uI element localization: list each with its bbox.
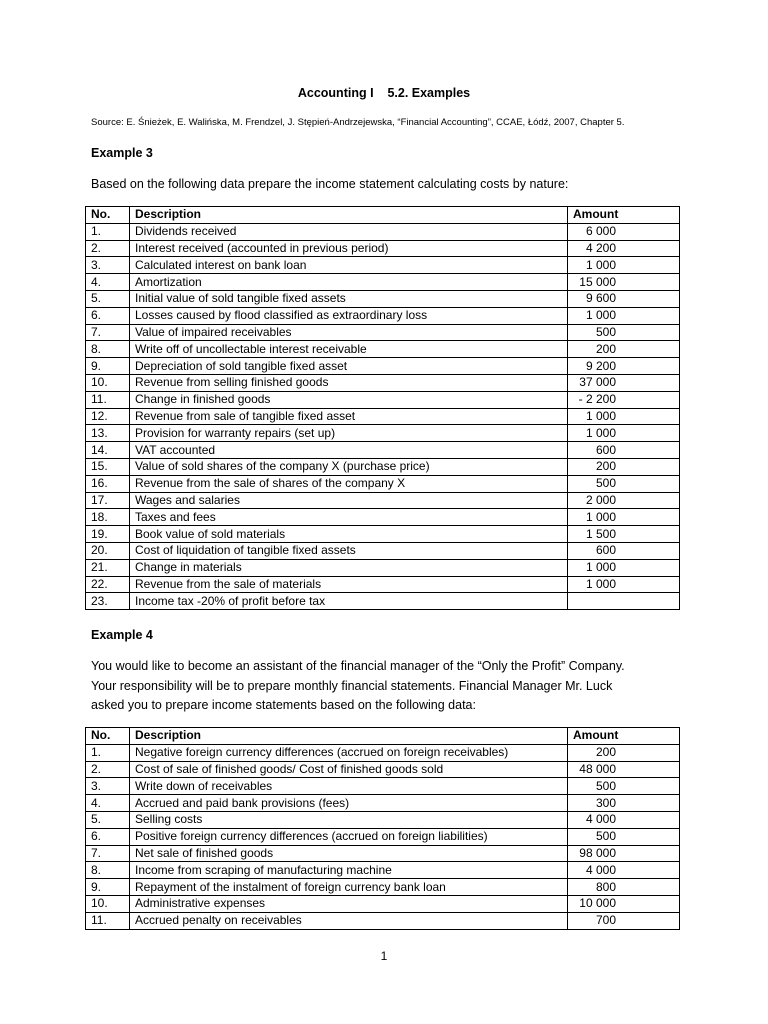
row-amount-cell — [568, 307, 680, 324]
row-number: 15. — [86, 458, 130, 475]
row-description: Revenue from the sale of materials — [130, 576, 568, 593]
table-row — [86, 559, 680, 576]
row-amount-cell — [568, 542, 680, 559]
column-header-amount: Amount — [568, 207, 680, 224]
row-amount: 15 000 — [579, 274, 616, 289]
row-amount: 2 000 — [585, 492, 616, 507]
table-row — [86, 576, 680, 593]
row-amount-cell — [568, 761, 680, 778]
row-amount: 4 000 — [585, 862, 616, 877]
table-row — [86, 257, 680, 274]
row-number: 13. — [86, 425, 130, 442]
row-amount: 37 000 — [579, 375, 616, 390]
row-number: 14. — [86, 442, 130, 459]
row-amount-cell — [568, 425, 680, 442]
table-row — [86, 895, 680, 912]
table-row — [86, 475, 680, 492]
row-description: Dividends received — [130, 223, 568, 240]
example-3-table — [85, 206, 680, 610]
row-number: 11. — [86, 391, 130, 408]
row-amount-cell — [568, 778, 680, 795]
row-amount-cell — [568, 811, 680, 828]
table-row — [86, 828, 680, 845]
table-header-row — [86, 728, 680, 745]
row-amount: 1 000 — [585, 257, 616, 272]
row-amount-cell — [568, 492, 680, 509]
row-description: Write down of receivables — [130, 778, 568, 795]
row-description: Change in materials — [130, 559, 568, 576]
row-description: Revenue from selling finished goods — [130, 374, 568, 391]
row-amount-cell — [568, 509, 680, 526]
intro-line: Your responsibility will be to prepare monthly financial statements. Financial Manager Mr. Luck — [91, 678, 613, 693]
page-title: Accounting I 5.2. Examples — [297, 86, 471, 100]
row-description: Accrued penalty on receivables — [130, 912, 568, 929]
row-description: Negative foreign currency differences (accrued on foreign receivables) — [130, 744, 568, 761]
table-row — [86, 912, 680, 929]
row-amount-cell — [568, 458, 680, 475]
row-amount: 500 — [595, 476, 616, 491]
row-description: Amortization — [130, 274, 568, 291]
row-amount-cell — [568, 559, 680, 576]
row-number: 3. — [86, 257, 130, 274]
row-amount: 1 500 — [585, 526, 616, 541]
table-row — [86, 223, 680, 240]
row-number: 22. — [86, 576, 130, 593]
row-number: 2. — [86, 240, 130, 257]
row-description: Income from scraping of manufacturing machine — [130, 862, 568, 879]
row-amount-cell — [568, 290, 680, 307]
row-number: 7. — [86, 324, 130, 341]
row-amount-cell — [568, 912, 680, 929]
table-row — [86, 526, 680, 543]
table-row — [86, 492, 680, 509]
row-amount-cell — [568, 795, 680, 812]
row-amount-cell — [568, 358, 680, 375]
row-amount-cell — [568, 862, 680, 879]
row-amount-cell — [568, 895, 680, 912]
row-amount-cell — [568, 391, 680, 408]
row-amount-cell — [568, 475, 680, 492]
row-number: 3. — [86, 778, 130, 795]
row-amount: 4 000 — [585, 812, 616, 827]
row-amount: 48 000 — [579, 761, 616, 776]
row-number: 11. — [86, 912, 130, 929]
row-number: 21. — [86, 559, 130, 576]
row-amount-cell — [568, 593, 680, 610]
row-number: 7. — [86, 845, 130, 862]
row-amount: 1 000 — [585, 308, 616, 323]
row-amount: - 2 200 — [578, 392, 616, 407]
row-number: 20. — [86, 542, 130, 559]
row-amount-cell — [568, 828, 680, 845]
row-amount: 600 — [595, 543, 616, 558]
table-row — [86, 408, 680, 425]
row-amount-cell — [568, 257, 680, 274]
row-description: Value of impaired receivables — [130, 324, 568, 341]
row-amount: 500 — [595, 324, 616, 339]
row-amount: 1 000 — [585, 576, 616, 591]
row-number: 1. — [86, 744, 130, 761]
row-amount: 700 — [595, 913, 616, 928]
row-amount-cell — [568, 324, 680, 341]
example-4-table — [85, 727, 680, 930]
row-number: 18. — [86, 509, 130, 526]
row-number: 8. — [86, 862, 130, 879]
row-number: 5. — [86, 811, 130, 828]
table-row — [86, 879, 680, 896]
row-number: 16. — [86, 475, 130, 492]
row-amount-cell — [568, 408, 680, 425]
row-description: Net sale of finished goods — [130, 845, 568, 862]
row-amount: 9 200 — [585, 358, 616, 373]
row-amount-cell — [568, 223, 680, 240]
column-header-description: Description — [130, 728, 568, 745]
row-amount-cell — [568, 341, 680, 358]
column-header-no: No. — [86, 728, 130, 745]
row-amount-cell — [568, 374, 680, 391]
table-row — [86, 811, 680, 828]
row-amount-cell — [568, 526, 680, 543]
row-description: Wages and salaries — [130, 492, 568, 509]
example-3-heading: Example 3 — [91, 146, 153, 160]
table-row — [86, 391, 680, 408]
row-description: Cost of liquidation of tangible fixed assets — [130, 542, 568, 559]
row-description: Book value of sold materials — [130, 526, 568, 543]
row-amount: 9 600 — [585, 291, 616, 306]
row-amount: 4 200 — [585, 240, 616, 255]
row-number: 8. — [86, 341, 130, 358]
example-3-intro: Based on the following data prepare the income statement calculating costs by nature: — [91, 177, 569, 191]
row-description: Initial value of sold tangible fixed assets — [130, 290, 568, 307]
row-number: 10. — [86, 374, 130, 391]
table-row — [86, 593, 680, 610]
row-amount-cell — [568, 442, 680, 459]
row-description: Losses caused by flood classified as extraordinary loss — [130, 307, 568, 324]
row-description: Positive foreign currency differences (accrued on foreign liabilities) — [130, 828, 568, 845]
row-amount-cell — [568, 879, 680, 896]
row-amount-cell — [568, 845, 680, 862]
row-amount: 200 — [595, 459, 616, 474]
row-description: Selling costs — [130, 811, 568, 828]
page-number: 1 — [380, 949, 388, 963]
row-number: 5. — [86, 290, 130, 307]
column-header-amount: Amount — [568, 728, 680, 745]
table-row — [86, 744, 680, 761]
row-description: Revenue from sale of tangible fixed asset — [130, 408, 568, 425]
row-number: 6. — [86, 307, 130, 324]
row-description: Depreciation of sold tangible fixed asset — [130, 358, 568, 375]
table-row — [86, 458, 680, 475]
row-number: 4. — [86, 274, 130, 291]
row-amount: 6 000 — [585, 224, 616, 239]
table-row — [86, 862, 680, 879]
row-number: 4. — [86, 795, 130, 812]
table-row — [86, 358, 680, 375]
row-description: VAT accounted — [130, 442, 568, 459]
row-amount: 1 000 — [585, 560, 616, 575]
row-description: Value of sold shares of the company X (purchase price) — [130, 458, 568, 475]
row-description: Accrued and paid bank provisions (fees) — [130, 795, 568, 812]
table-row — [86, 845, 680, 862]
row-number: 9. — [86, 879, 130, 896]
source-citation: Source: E. Śnieżek, E. Walińska, M. Frendzel, J. Stępień-Andrzejewska, “Financial Accounting”, CCAE, Łódź, 2007, Chapter 5. — [91, 117, 625, 128]
row-amount: 600 — [595, 442, 616, 457]
row-amount: 1 000 — [585, 509, 616, 524]
row-description: Revenue from the sale of shares of the company X — [130, 475, 568, 492]
column-header-no: No. — [86, 207, 130, 224]
row-number: 6. — [86, 828, 130, 845]
row-amount: 500 — [595, 829, 616, 844]
table-row — [86, 324, 680, 341]
row-number: 23. — [86, 593, 130, 610]
row-amount: 300 — [595, 795, 616, 810]
table-row — [86, 761, 680, 778]
example-4-heading: Example 4 — [91, 628, 153, 642]
row-amount-cell — [568, 274, 680, 291]
table-row — [86, 341, 680, 358]
table-row — [86, 442, 680, 459]
table-row — [86, 374, 680, 391]
row-amount-cell — [568, 744, 680, 761]
row-description: Write off of uncollectable interest receivable — [130, 341, 568, 358]
row-description: Change in finished goods — [130, 391, 568, 408]
row-number: 17. — [86, 492, 130, 509]
row-amount: 1 000 — [585, 425, 616, 440]
row-amount-cell — [568, 240, 680, 257]
row-description: Taxes and fees — [130, 509, 568, 526]
table-row — [86, 240, 680, 257]
column-header-description: Description — [130, 207, 568, 224]
row-amount: 200 — [595, 341, 616, 356]
row-amount-cell — [568, 576, 680, 593]
row-description: Cost of sale of finished goods/ Cost of finished goods sold — [130, 761, 568, 778]
row-amount: 500 — [595, 778, 616, 793]
row-description: Administrative expenses — [130, 895, 568, 912]
row-number: 1. — [86, 223, 130, 240]
row-number: 12. — [86, 408, 130, 425]
row-number: 9. — [86, 358, 130, 375]
table-row — [86, 509, 680, 526]
table-row — [86, 274, 680, 291]
row-description: Interest received (accounted in previous period) — [130, 240, 568, 257]
table-row — [86, 795, 680, 812]
row-description: Income tax -20% of profit before tax — [130, 593, 568, 610]
intro-line: asked you to prepare income statements based on the following data: — [91, 698, 476, 712]
example-4-intro — [91, 657, 691, 716]
table-header-row — [86, 207, 680, 224]
row-amount: 200 — [595, 745, 616, 760]
row-description: Calculated interest on bank loan — [130, 257, 568, 274]
row-description: Repayment of the instalment of foreign currency bank loan — [130, 879, 568, 896]
table-row — [86, 542, 680, 559]
row-amount: 10 000 — [579, 896, 616, 911]
row-number: 19. — [86, 526, 130, 543]
row-amount: 1 000 — [585, 408, 616, 423]
table-row — [86, 425, 680, 442]
table-row — [86, 290, 680, 307]
row-number: 2. — [86, 761, 130, 778]
table-row — [86, 307, 680, 324]
row-amount: 800 — [595, 879, 616, 894]
intro-line: You would like to become an assistant of the financial manager of the “Only the Profit” Company. — [91, 659, 625, 673]
row-amount: 98 000 — [579, 845, 616, 860]
table-row — [86, 778, 680, 795]
row-number: 10. — [86, 895, 130, 912]
row-description: Provision for warranty repairs (set up) — [130, 425, 568, 442]
